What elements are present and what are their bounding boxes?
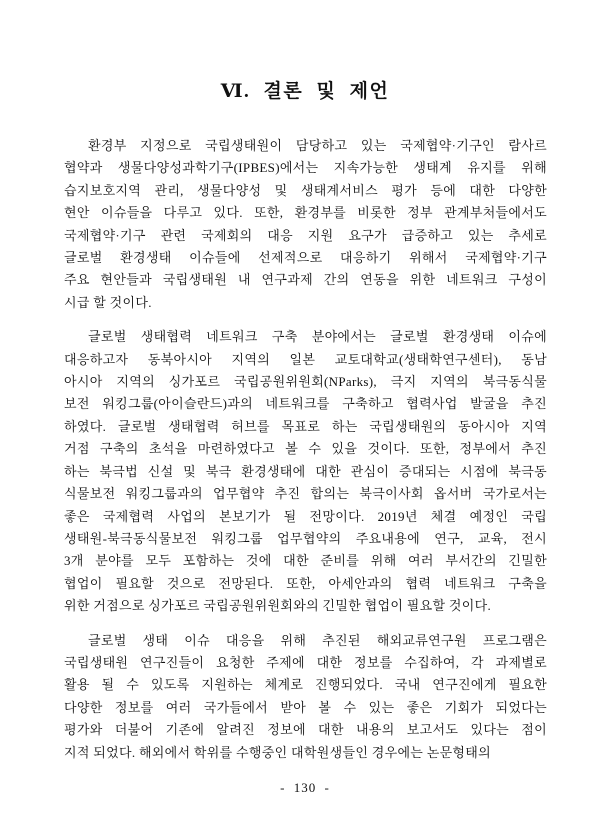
text-line: 시급 할 것이다. [64,294,152,310]
text-line: 주요 현안들과 국립생태원 내 연구과제 간의 연동을 위한 네트워크 구성이 [64,272,547,288]
paragraph [64,630,547,764]
text-line: 현안 이슈들을 다루고 있다. 또한, 환경부를 비롯한 정부 관계부처들에서도 [64,205,547,221]
text-line: 협업이 필요할 것으로 전망된다. 또한, 아세안과의 협력 네트워크 구축을 [64,575,547,591]
page-title: Ⅵ. 결론 및 제언 [220,81,390,102]
text-line: 대응하고자 동북아시아 지역의 일본 교토대학교(생태학연구센터), 동남 [64,351,547,367]
text-line: 국제협약·기구 관련 국제회의 대응 지원 요구가 급증하고 있는 추세로 [64,227,547,243]
paragraph [64,135,547,314]
text-line: 3개 분야를 모두 포함하는 것에 대한 준비를 위해 여러 부서간의 긴밀한 [64,553,547,569]
paragraph [64,326,547,617]
text-line: 습지보호지역 관리, 생물다양성 및 생태계서비스 평가 등에 대한 다양한 [64,182,547,198]
text-line: 지적 되었다. 해외에서 학위를 수행중인 대학원생들인 경우에는 논문형태의 [64,744,491,760]
text-line: 보전 워킹그룹(아이슬란드)과의 네트워크를 구축하고 협력사업 발굴을 추진 [64,396,547,412]
text-line: 하였다. 글로벌 생태협력 허브를 목표로 하는 국립생태원의 동아시아 지역 [64,418,547,434]
text-line: 위한 거점으로 싱가포르 국립공원위원회와의 긴밀한 협업이 필요할 것이다. [64,598,491,614]
text-line: 협약과 생물다양성과학기구(IPBES)에서는 지속가능한 생태계 유지를 위해 [64,160,547,176]
text-line: 글로벌 생태 이슈 대응을 위해 추진된 해외교류연구원 프로그램은 [88,632,547,648]
text-line: 거점 구축의 초석을 마련하였다고 볼 수 있을 것이다. 또한, 정부에서 추진 [64,441,547,457]
text-line: 평가와 더불어 기존에 알려진 정보에 대한 내용의 보고서도 있다는 점이 [64,722,547,738]
page-number: - 130 - [280,780,330,795]
text-line: 글로벌 생태협력 네트워크 구축 분야에서는 글로벌 환경생태 이슈에 [88,329,547,345]
text-line: 다양한 정보를 여러 국가들에서 받아 볼 수 있는 좋은 기회가 되었다는 [64,699,547,715]
text-line: 하는 북극법 신설 및 북극 환경생태에 대한 관심이 증대되는 시점에 북극동 [64,463,547,479]
document-body [64,135,547,776]
text-line: 활용 될 수 있도록 지원하는 체계로 진행되었다. 국내 연구진에게 필요한 [64,677,547,693]
text-line: 좋은 국제협력 사업의 본보기가 될 전망이다. 2019년 체결 예정인 국립 [64,508,547,524]
text-line: 환경부 지정으로 국립생태원이 담당하고 있는 국제협약·기구인 람사르 [88,138,547,153]
text-line: 아시아 지역의 싱가포르 국립공원위원회(NParks), 극지 지역의 북극동식물 [64,374,547,390]
text-line: 생태원-북극동식물보전 워킹그룹 업무협약의 주요내용에 연구, 교육, 전시 [64,530,547,546]
text-line: 글로벌 환경생태 이슈들에 선제적으로 대응하기 위해서 국제협약·기구 [64,250,547,266]
text-line: 식물보전 워킹그룹과의 업무협약 추진 합의는 북극이사회 옵서버 국가로서는 [64,486,547,502]
text-line: 국립생태원 연구진들이 요청한 주제에 대한 정보를 수집하여, 각 과제별로 [64,654,547,670]
